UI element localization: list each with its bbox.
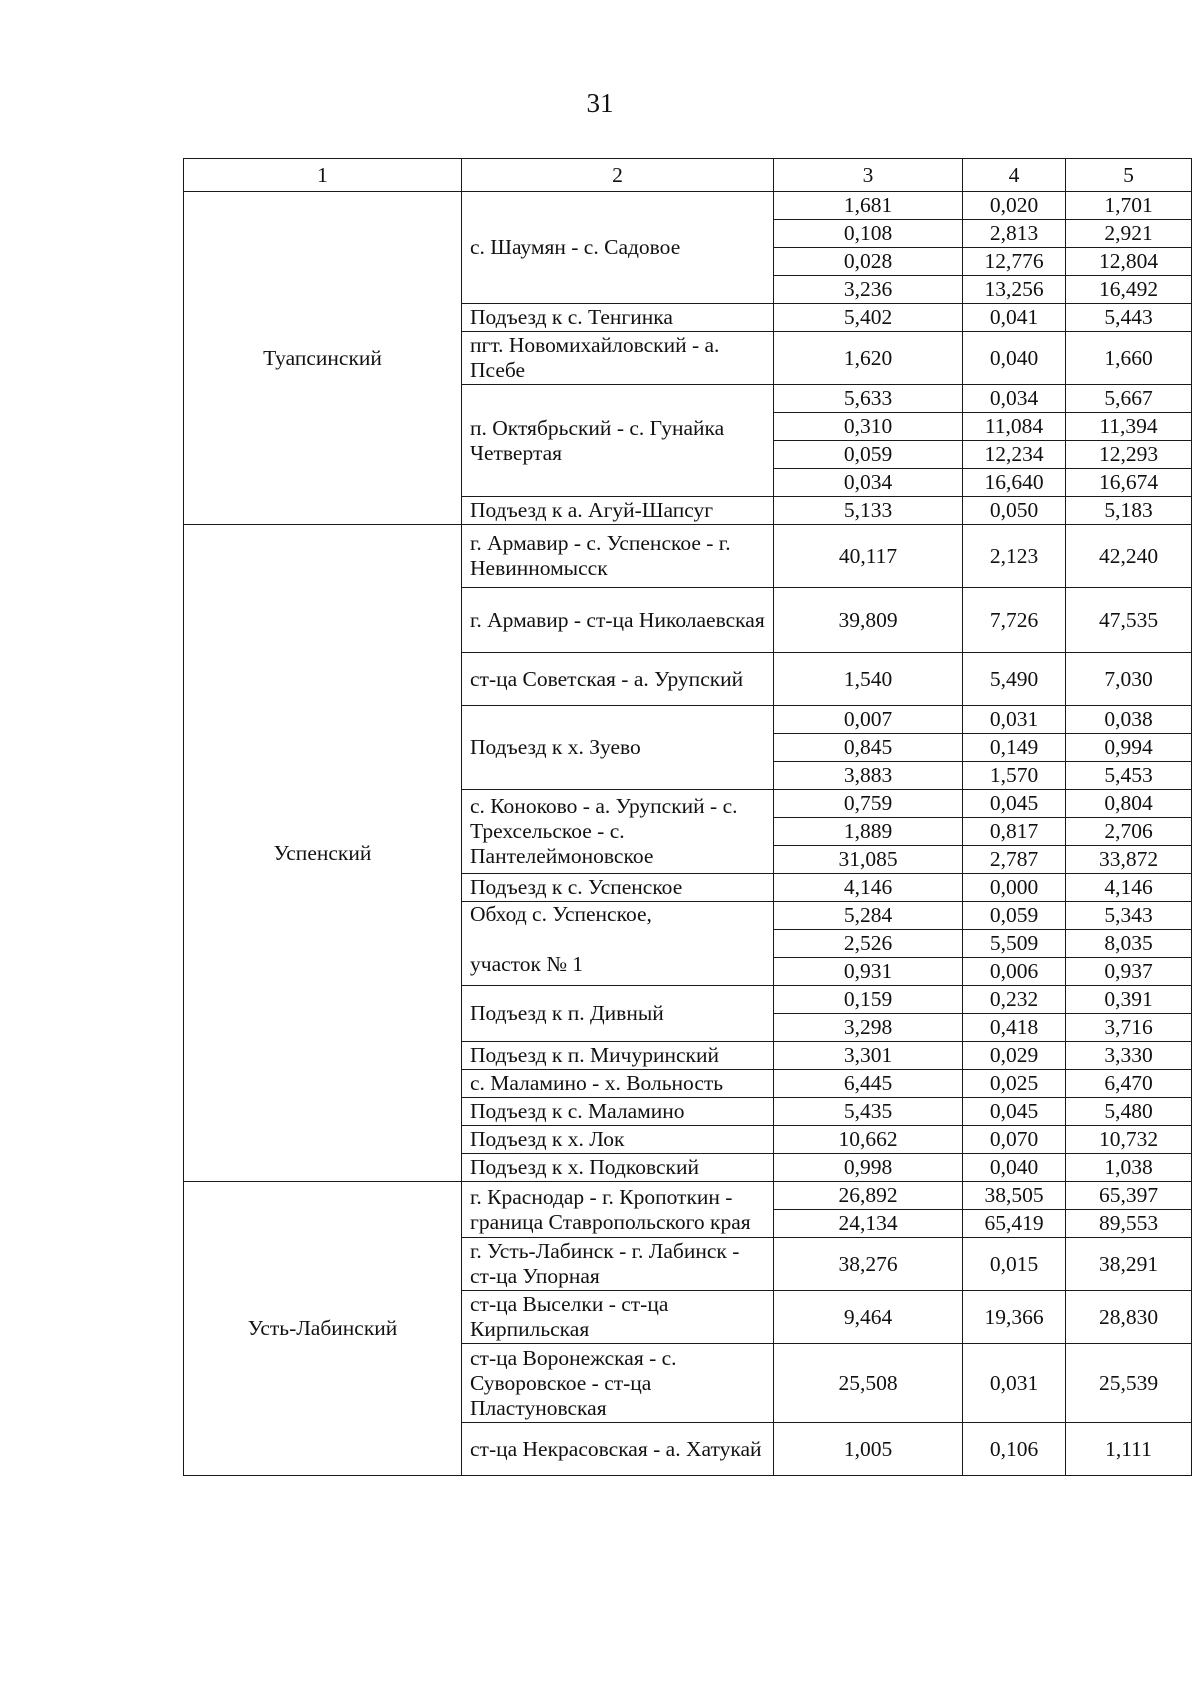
district-name: Успенский [184, 525, 462, 1182]
value-col-3: 1,540 [774, 653, 963, 706]
value-col-4: 0,040 [963, 1154, 1066, 1182]
value-col-4: 0,418 [963, 1014, 1066, 1042]
value-col-3: 0,108 [774, 220, 963, 248]
value-col-3: 1,620 [774, 332, 963, 385]
road-name: Подъезд к х. Подковский [462, 1154, 774, 1182]
value-col-3: 31,085 [774, 846, 963, 874]
value-col-4: 0,059 [963, 902, 1066, 930]
value-col-3: 3,883 [774, 762, 963, 790]
value-col-5: 1,038 [1066, 1154, 1192, 1182]
road-name: Подъезд к а. Агуй-Шапсуг [462, 497, 774, 525]
value-col-5: 1,701 [1066, 192, 1192, 220]
road-name: г. Краснодар - г. Кропоткин - граница Ставропольского края [462, 1182, 774, 1238]
value-col-3: 5,435 [774, 1098, 963, 1126]
value-col-4: 0,025 [963, 1070, 1066, 1098]
value-col-3: 10,662 [774, 1126, 963, 1154]
value-col-4: 13,256 [963, 276, 1066, 304]
value-col-4: 12,776 [963, 248, 1066, 276]
value-col-5: 11,394 [1066, 413, 1192, 441]
value-col-3: 26,892 [774, 1182, 963, 1210]
value-col-3: 2,526 [774, 930, 963, 958]
road-table [183, 158, 1192, 1476]
value-col-4: 0,040 [963, 332, 1066, 385]
value-col-4: 65,419 [963, 1210, 1066, 1238]
value-col-5: 28,830 [1066, 1291, 1192, 1344]
value-col-4: 0,106 [963, 1423, 1066, 1476]
value-col-3: 1,681 [774, 192, 963, 220]
value-col-5: 1,111 [1066, 1423, 1192, 1476]
value-col-4: 1,570 [963, 762, 1066, 790]
value-col-5: 5,343 [1066, 902, 1192, 930]
road-name: ст-ца Советская - а. Урупский [462, 653, 774, 706]
value-col-3: 39,809 [774, 588, 963, 653]
road-name: п. Октябрьский - с. Гунайка Четвертая [462, 385, 774, 497]
value-col-4: 0,034 [963, 385, 1066, 413]
road-name: ст-ца Некрасовская - а. Хатукай [462, 1423, 774, 1476]
value-col-5: 12,293 [1066, 441, 1192, 469]
road-name: Подъезд к х. Зуево [462, 706, 774, 790]
value-col-3: 0,759 [774, 790, 963, 818]
road-name: г. Усть-Лабинск - г. Лабинск - ст-ца Упорная [462, 1238, 774, 1291]
road-name: Подъезд к с. Успенское [462, 874, 774, 902]
value-col-3: 0,034 [774, 469, 963, 497]
table-row [184, 525, 1192, 588]
value-col-5: 16,674 [1066, 469, 1192, 497]
value-col-3: 5,284 [774, 902, 963, 930]
table-row [184, 192, 1192, 220]
road-name-line: участок № 1 [470, 952, 583, 976]
value-col-5: 33,872 [1066, 846, 1192, 874]
value-col-5: 16,492 [1066, 276, 1192, 304]
value-col-5: 5,183 [1066, 497, 1192, 525]
value-col-4: 16,640 [963, 469, 1066, 497]
value-col-4: 0,050 [963, 497, 1066, 525]
value-col-4: 7,726 [963, 588, 1066, 653]
value-col-5: 7,030 [1066, 653, 1192, 706]
road-name: Подъезд к п. Дивный [462, 986, 774, 1042]
value-col-5: 2,921 [1066, 220, 1192, 248]
value-col-5: 0,804 [1066, 790, 1192, 818]
value-col-5: 2,706 [1066, 818, 1192, 846]
value-col-4: 0,006 [963, 958, 1066, 986]
district-name: Туапсинский [184, 192, 462, 525]
table-row [184, 1182, 1192, 1210]
value-col-5: 65,397 [1066, 1182, 1192, 1210]
value-col-4: 2,123 [963, 525, 1066, 588]
column-header-1: 1 [184, 159, 462, 192]
value-col-4: 0,031 [963, 1344, 1066, 1423]
value-col-5: 1,660 [1066, 332, 1192, 385]
value-col-4: 5,490 [963, 653, 1066, 706]
value-col-3: 0,931 [774, 958, 963, 986]
value-col-4: 11,084 [963, 413, 1066, 441]
value-col-3: 6,445 [774, 1070, 963, 1098]
value-col-3: 1,005 [774, 1423, 963, 1476]
column-header-2: 2 [462, 159, 774, 192]
value-col-5: 0,994 [1066, 734, 1192, 762]
value-col-5: 10,732 [1066, 1126, 1192, 1154]
value-col-3: 0,845 [774, 734, 963, 762]
value-col-5: 12,804 [1066, 248, 1192, 276]
value-col-3: 5,402 [774, 304, 963, 332]
value-col-4: 0,045 [963, 790, 1066, 818]
value-col-3: 3,298 [774, 1014, 963, 1042]
value-col-3: 5,633 [774, 385, 963, 413]
value-col-4: 38,505 [963, 1182, 1066, 1210]
value-col-4: 0,045 [963, 1098, 1066, 1126]
road-name: с. Маламино - х. Вольность [462, 1070, 774, 1098]
value-col-3: 0,998 [774, 1154, 963, 1182]
value-col-4: 0,031 [963, 706, 1066, 734]
road-name: г. Армавир - с. Успенское - г. Невинномысск [462, 525, 774, 588]
value-col-5: 5,453 [1066, 762, 1192, 790]
value-col-3: 3,301 [774, 1042, 963, 1070]
value-col-4: 0,149 [963, 734, 1066, 762]
value-col-5: 5,667 [1066, 385, 1192, 413]
value-col-4: 5,509 [963, 930, 1066, 958]
value-col-4: 0,000 [963, 874, 1066, 902]
column-header-5: 5 [1066, 159, 1192, 192]
value-col-4: 2,813 [963, 220, 1066, 248]
road-name: Подъезд к п. Мичуринский [462, 1042, 774, 1070]
value-col-5: 25,539 [1066, 1344, 1192, 1423]
district-name: Усть-Лабинский [184, 1182, 462, 1476]
value-col-4: 19,366 [963, 1291, 1066, 1344]
column-header-3: 3 [774, 159, 963, 192]
value-col-4: 0,015 [963, 1238, 1066, 1291]
column-header-4: 4 [963, 159, 1066, 192]
value-col-5: 89,553 [1066, 1210, 1192, 1238]
value-col-3: 9,464 [774, 1291, 963, 1344]
road-name: пгт. Новомихайловский - а. Псебе [462, 332, 774, 385]
value-col-3: 38,276 [774, 1238, 963, 1291]
value-col-3: 4,146 [774, 874, 963, 902]
value-col-5: 8,035 [1066, 930, 1192, 958]
value-col-4: 0,232 [963, 986, 1066, 1014]
value-col-5: 3,330 [1066, 1042, 1192, 1070]
road-name: Подъезд к х. Лок [462, 1126, 774, 1154]
value-col-5: 47,535 [1066, 588, 1192, 653]
value-col-3: 40,117 [774, 525, 963, 588]
value-col-5: 0,391 [1066, 986, 1192, 1014]
road-name: Подъезд к с. Маламино [462, 1098, 774, 1126]
road-name: г. Армавир - ст-ца Николаевская [462, 588, 774, 653]
value-col-5: 3,716 [1066, 1014, 1192, 1042]
value-col-3: 0,159 [774, 986, 963, 1014]
value-col-4: 12,234 [963, 441, 1066, 469]
road-name: с. Коноково - а. Урупский - с. Трехсельское - с. Пантелеймоновское [462, 790, 774, 874]
page-number: 31 [586, 88, 614, 118]
value-col-3: 0,059 [774, 441, 963, 469]
road-name: ст-ца Выселки - ст-ца Кирпильская [462, 1291, 774, 1344]
value-col-3: 0,310 [774, 413, 963, 441]
value-col-3: 24,134 [774, 1210, 963, 1238]
value-col-4: 0,041 [963, 304, 1066, 332]
value-col-5: 5,443 [1066, 304, 1192, 332]
value-col-5: 5,480 [1066, 1098, 1192, 1126]
value-col-5: 0,937 [1066, 958, 1192, 986]
value-col-3: 0,028 [774, 248, 963, 276]
value-col-3: 5,133 [774, 497, 963, 525]
road-name [462, 902, 774, 986]
value-col-5: 38,291 [1066, 1238, 1192, 1291]
road-name: ст-ца Воронежская - с. Суворовское - ст-ца Пластуновская [462, 1344, 774, 1423]
value-col-5: 6,470 [1066, 1070, 1192, 1098]
value-col-4: 2,787 [963, 846, 1066, 874]
value-col-4: 0,070 [963, 1126, 1066, 1154]
value-col-3: 25,508 [774, 1344, 963, 1423]
road-name: с. Шаумян - с. Садовое [462, 192, 774, 304]
header-row [184, 159, 1192, 192]
value-col-5: 4,146 [1066, 874, 1192, 902]
value-col-3: 1,889 [774, 818, 963, 846]
road-name-line: Обход с. Успенское, [470, 902, 652, 926]
value-col-4: 0,029 [963, 1042, 1066, 1070]
road-name: Подъезд к с. Тенгинка [462, 304, 774, 332]
value-col-3: 3,236 [774, 276, 963, 304]
value-col-4: 0,817 [963, 818, 1066, 846]
value-col-5: 42,240 [1066, 525, 1192, 588]
value-col-4: 0,020 [963, 192, 1066, 220]
value-col-3: 0,007 [774, 706, 963, 734]
value-col-5: 0,038 [1066, 706, 1192, 734]
